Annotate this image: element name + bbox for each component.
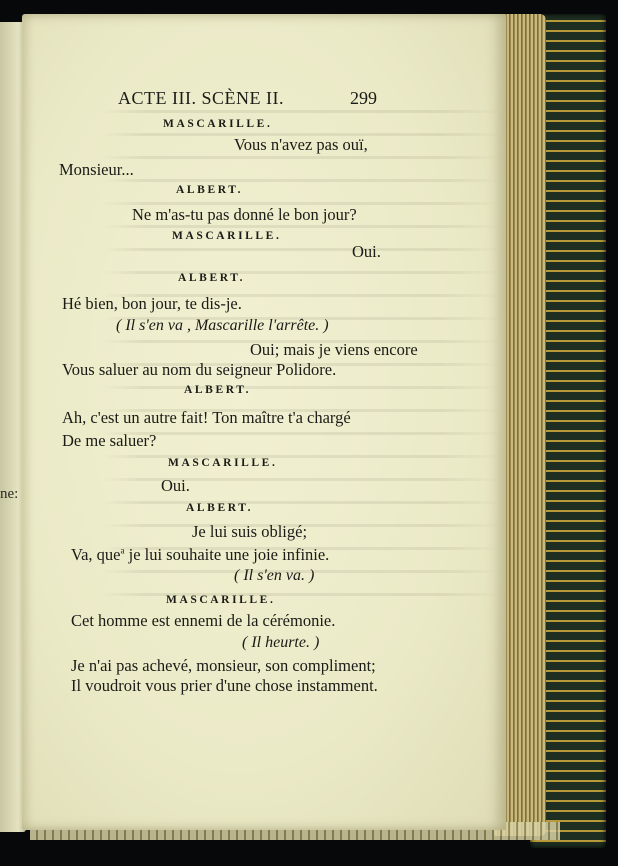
verse-line: Va, que$^a$ je lui souhaite une joie infinie. (71, 545, 330, 564)
book-page (22, 14, 506, 830)
page-number: 299 (350, 88, 377, 108)
verse-line: Je n'ai pas achevé, monsieur, son compliment; (71, 656, 376, 675)
speaker-label: MASCARILLE. (168, 457, 278, 469)
verse-line: De me saluer? (62, 431, 157, 450)
verse-line: Hé bien, bon jour, te dis-je. (62, 294, 242, 313)
stage-direction: ( Il s'en va , Mascarille l'arrête. ) (116, 317, 329, 334)
speaker-label: ALBERT. (178, 272, 246, 284)
stage-direction: ( Il s'en va. ) (234, 567, 315, 584)
speaker-label: ALBERT. (176, 184, 244, 196)
running-header: ACTE III. SCÈNE II. (118, 88, 284, 108)
verse-line: Il voudroit vous prier d'une chose instamment. (71, 676, 378, 695)
verse-line: Cet homme est ennemi de la cérémonie. (71, 611, 336, 630)
speaker-label: MASCARILLE. (172, 230, 282, 242)
verse-line: Oui; mais je viens encore (250, 340, 418, 359)
verse-line: Oui. (352, 242, 381, 261)
stage-direction: ( Il heurte. ) (242, 634, 320, 651)
verse-line: Oui. (161, 476, 190, 495)
speaker-label: ALBERT. (186, 502, 254, 514)
speaker-label: MASCARILLE. (163, 118, 273, 130)
verse-line: Vous n'avez pas ouï, (234, 135, 368, 154)
verse-line: Vous saluer au nom du seigneur Polidore. (62, 360, 337, 379)
previous-page-text-fragment: ne: (0, 486, 19, 502)
verse-line: Ah, c'est un autre fait! Ton maître t'a chargé (62, 408, 351, 427)
verse-line: Ne m'as-tu pas donné le bon jour? (132, 205, 357, 224)
verse-line: Je lui suis obligé; (192, 522, 308, 541)
speaker-label: ALBERT. (184, 384, 252, 396)
verse-line: Monsieur... (59, 160, 134, 179)
show-through-text (102, 110, 502, 670)
speaker-label: MASCARILLE. (166, 594, 276, 606)
footnote-marker: a (120, 545, 125, 556)
